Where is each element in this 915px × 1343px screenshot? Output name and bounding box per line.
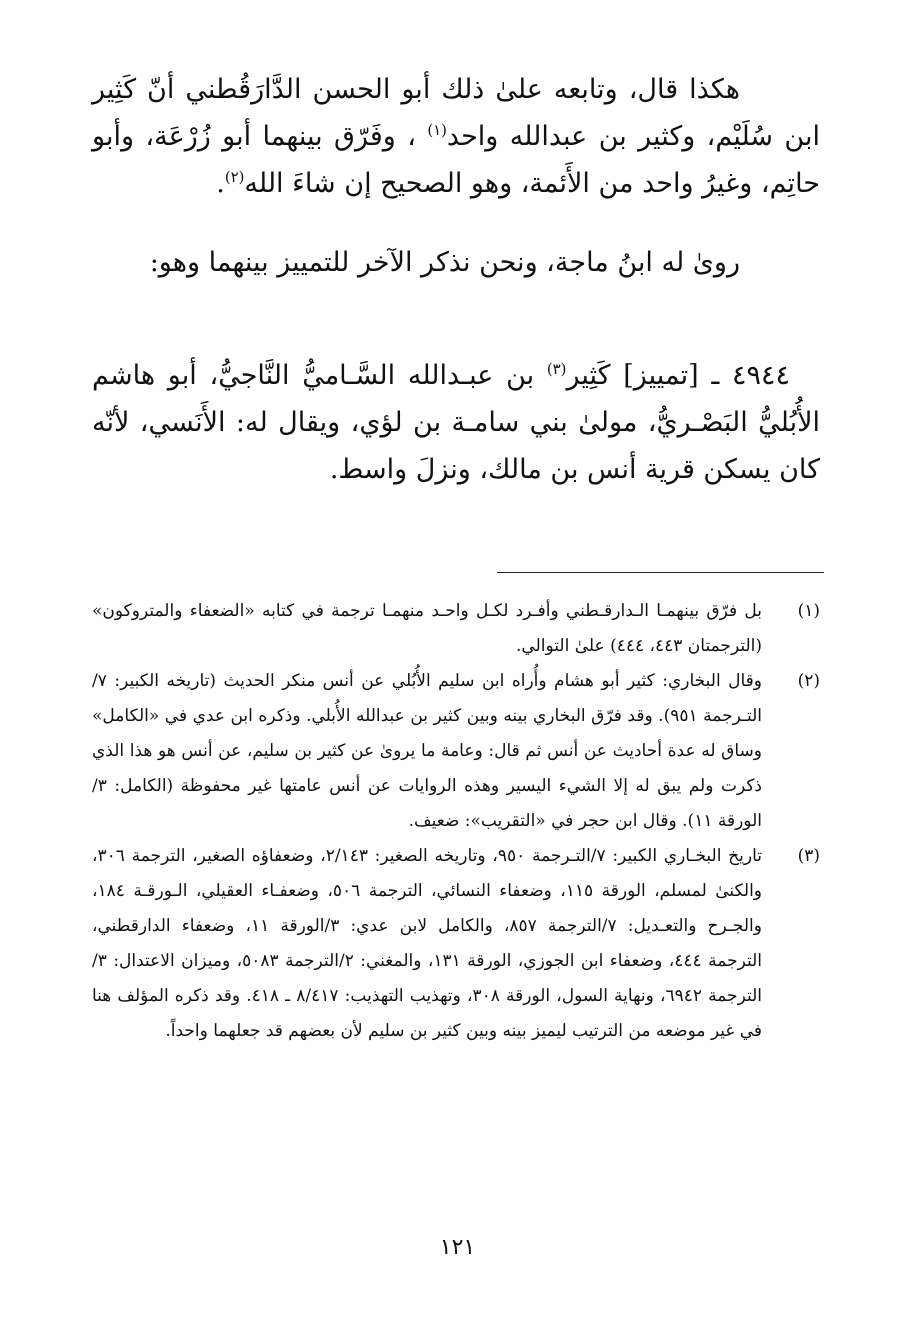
footnote-divider (497, 572, 824, 573)
footnote-1 (92, 594, 820, 664)
footnote-ref-1: (١) (427, 121, 447, 139)
footnote-3 (92, 839, 820, 1049)
footnote-text: بل فرّق بينهمـا الـدارقـطني وأفـرد لكـل واحـد منهمـا ترجمة في كتابه «الضعفاء والمتروكون» (الترجمتان ٤٤٣، ٤٤٤) علىٰ التوالي. (92, 601, 762, 656)
paragraph-1-text-c: . (216, 168, 225, 199)
page-number: ١٢١ (439, 1235, 476, 1260)
main-paragraph-2: روىٰ له ابنُ ماجة، ونحن نذكر الآخر للتمييز بينهما وهو: (149, 247, 740, 278)
footnote-text: تاريخ البخـاري الكبير: ٧/التـرجمة ٩٥٠، وتاريخه الصغير: ٢/١٤٣، وضعفاؤه الصغير، الترجمة ٣٠٦، والكنىٰ لمسلم، الورقة ١١٥، وضعفاء النسائي، الترجمة ٥٠٦، وضعفـاء العقيلي، الـورقـة ١٨٤، والجـرح والتعـديل: ٧/الترجمة ٨٥٧، والكامل لابن عدي: ٣/الورقة ١١، وضعفاء الدارقطني، الترجمة ٤٤٤، وضعفاء ابن الجوزي، الورقة ١٣١، والمغني: ٢/الترجمة ٥٠٨٣، وميزان الاعتدال: ٣/الترجمة ٦٩٤٢، ونهاية السول، الورقة ٣٠٨، وتهذيب التهذيب: ٨/٤١٧ ـ ٤١٨. وقد ذكره المؤلف هنا في غير موضعه من الترتيب ليميز بينه وبين كثير بن سليم لأن بعضهم قد جعلهما واحداً. (92, 846, 763, 1041)
footnote-ref-2: (٢) (224, 168, 245, 186)
main-paragraph-1 (92, 66, 820, 207)
footnote-text: وقال البخاري: كثير أبو هشام وأُراه ابن سليم الأُبُلي عن أنس منكر الحديث (تاريخه الكبير: ٧/التـرجمة ٩٥١). وقد فرّق البخاري بينه وبين كثير بن عبدالله الأُبلي. وذكره ابن عدي في «الكامل» وساق له عدة أحاديث عن أنس ثم قال: وعامة ما يروىٰ عن كثير بن سليم، عن أنس هو هذا الذي ذكرت ولم يبق له إلا الشيء اليسير وهذه الروايات عن أنس عامتها غير محفوظة (الكامل: ٣/الورقة ١١). وقال ابن حجر في «التقريب»: ضعيف. (92, 671, 762, 831)
entry-heading: ٤٩٤٤ ـ [تمييز] كَثِير (566, 360, 790, 391)
entry-paragraph (92, 352, 820, 493)
footnote-ref-3: (٣) (546, 360, 567, 378)
footnote-number: (١) (797, 601, 820, 621)
paragraph-1-text-a: هكذا قال، وتابعه علىٰ ذلك أبو الحسن الدَّارَقُطني أنّ كَثِير ابن سُلَيْم، وكثير بن عبدالله واحد (92, 74, 821, 152)
footnote-2 (92, 664, 820, 839)
paragraph-1-text-b: ، وفَرّق بينهما أبو زُرْعَة، وأبو حاتِم، وغيرُ واحد من الأَئمة، وهو الصحيح إن شاءَ الله (92, 121, 820, 199)
footnotes-section (92, 594, 820, 1049)
footnote-number: (٢) (797, 671, 820, 691)
entry-text: بن عبـدالله السَّـاميُّ النَّاجيُّ، أبو هاشم الأُبُليُّ البَصْـريُّ، مولىٰ بني سامـة بن لؤي، ويقال له: الأَنَسي، لأنّه كان يسكن قرية أنس بن مالك، ونزلَ واسط. (92, 360, 820, 485)
footnote-number: (٣) (797, 846, 820, 866)
